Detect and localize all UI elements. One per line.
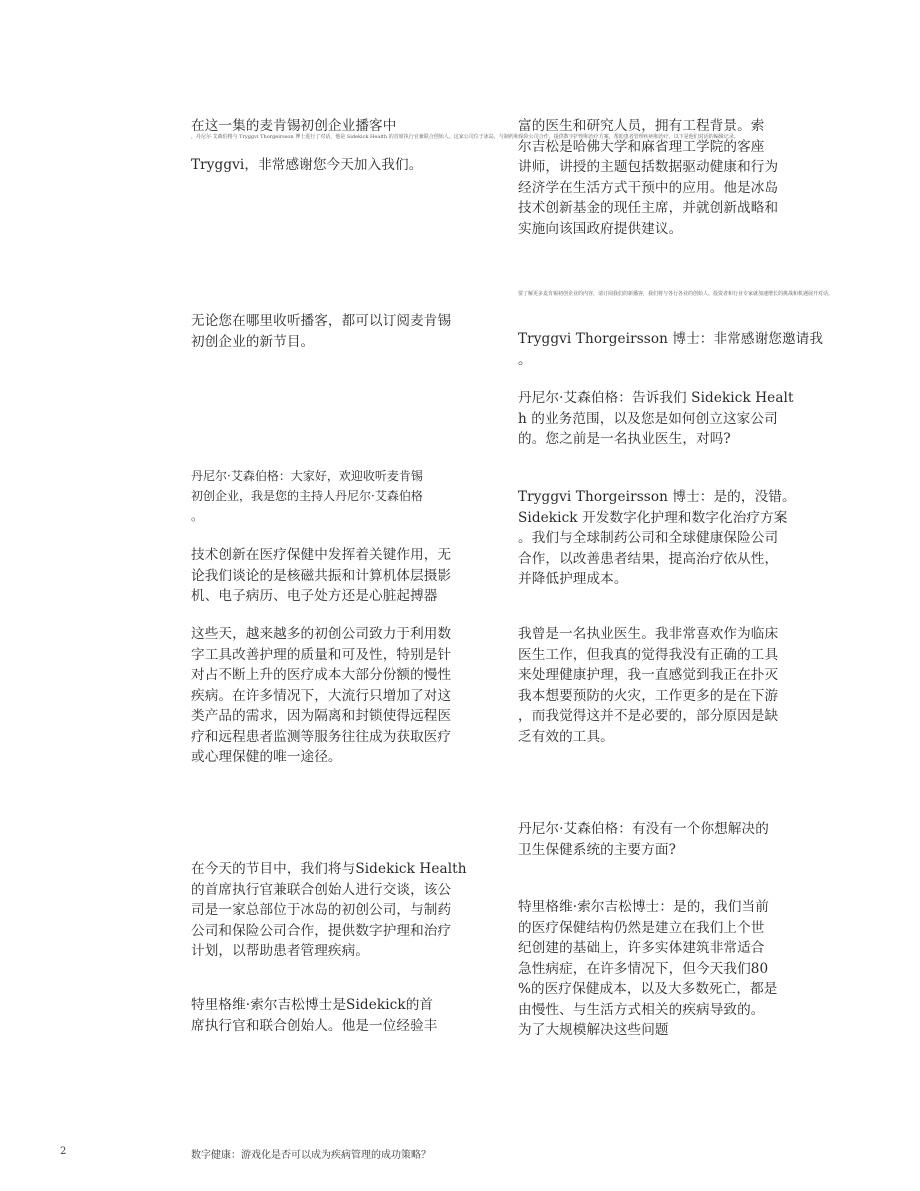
intro-summary: ，丹尼尔·艾森伯格与 Tryggvi Thorgeirsson 博士进行了对话，他是 Sidekick Health 的首席执行官兼联合创始人。这家公司位于冰岛，与制药和保险公司合作，提供数字护理和治疗方案，帮助患者管理疾病和治疗。以下是他们对话的编辑记录。 — [191, 134, 739, 140]
answer-1-paragraph: Tryggvi Thorgeirsson 博士：是的，没错。 Sidekick 开发数字化护理和数字化治疗方案 。我们与全球制药公司和全球健康保险公司 合作，以改善患者结果，提高治疗依从性， 并降低护理成本。 — [518, 489, 796, 587]
thanks-line: Tryggvi，非常感谢您今天加入我们。 — [191, 157, 423, 173]
welcome-paragraph: 丹尼尔·艾森伯格：大家好，欢迎收听麦肯锡 初创企业，我是您的主持人丹尼尔·艾森伯格 。 — [191, 469, 423, 523]
more-content-note: 要了解更多麦肯锡初创企业的内容，请订阅我们的新播客，我们将与各行各业的创始人、投资者和行业专家就加速增长的挑战和机遇展开对话。 — [518, 291, 834, 297]
subscribe-paragraph: 无论您在哪里收听播客，都可以订阅麦肯锡 初创企业的新节目。 — [191, 313, 452, 350]
intro-title: 在这一集的麦肯锡初创企业播客中 — [191, 118, 397, 134]
answer-2-paragraph: 特里格维·索尔吉松博士：是的，我们当前 的医疗保健结构仍然是建立在我们上个世 纪创建的基础上，许多实体建筑非常适合 急性病症，在许多情况下，但今天我们80 %的医疗保健成本，以及大多数死亡，都是 由慢性、与生活方式相关的疾病导致的。 为了大规模解决这些问题 — [518, 899, 778, 1038]
page-number: 2 — [60, 1146, 67, 1157]
innovation-paragraph: 技术创新在医疗保健中发挥着关键作用，无 论我们谈论的是核磁共振和计算机体层摄影 机、电子病历、电子处方还是心脏起搏器 — [191, 547, 452, 604]
answer-1b-paragraph: 我曾是一名执业医生。我非常喜欢作为临床 医生工作，但我真的觉得我没有正确的工具 来处理健康护理，我一直感觉到我正在扑灭 我本想要预防的火灾，工作更多的是在下游 ，而我觉得这并不是必要的，部分原因是缺 乏有效的工具。 — [518, 626, 779, 745]
bio-paragraph: 特里格维·索尔吉松博士是Sidekick的首 席执行官和联合创始人。他是一位经验丰 — [191, 997, 438, 1034]
footer-title: 数字健康：游戏化是否可以成为疾病管理的成功策略？ — [191, 1150, 431, 1161]
bio-continued-paragraph: 富的医生和研究人员，拥有工程背景。索 尔吉松是哈佛大学和麻省理工学院的客座 讲师，讲授的主题包括数据驱动健康和行为 经济学在生活方式干预中的应用。他是冰岛 技术创新基金的现任主席，并就创新战略和 实施向该国政府提供建议。 — [518, 118, 779, 237]
question-2-paragraph: 丹尼尔·艾森伯格：有没有一个你想解决的 卫生保健系统的主要方面? — [518, 821, 769, 858]
thanks-reply-paragraph: Tryggvi Thorgeirsson 博士：非常感谢您邀请我 。 — [518, 331, 824, 368]
startups-paragraph: 这些天，越来越多的初创公司致力于利用数 字工具改善护理的质量和可及性，特别是针 对占不断上升的医疗成本大部分份额的慢性 疾病。在许多情况下，大流行只增加了对这 类产品的需求，因为隔离和封锁使得远程医 疗和远程患者监测等服务往往成为获取医疗 或心理保健的唯一途径。 — [191, 626, 452, 765]
question-1-paragraph: 丹尼尔·艾森伯格：告诉我们 Sidekick Healt h 的业务范围，以及您是如何创立这家公司 的。您之前是一名执业医生，对吗? — [518, 390, 794, 447]
today-paragraph: 在今天的节目中，我们将与Sidekick Health 的首席执行官兼联合创始人进行交谈，该公 司是一家总部位于冰岛的初创公司，与制药 公司和保险公司合作，提供数字护理和治疗 计划，以帮助患者管理疾病。 — [191, 861, 467, 959]
